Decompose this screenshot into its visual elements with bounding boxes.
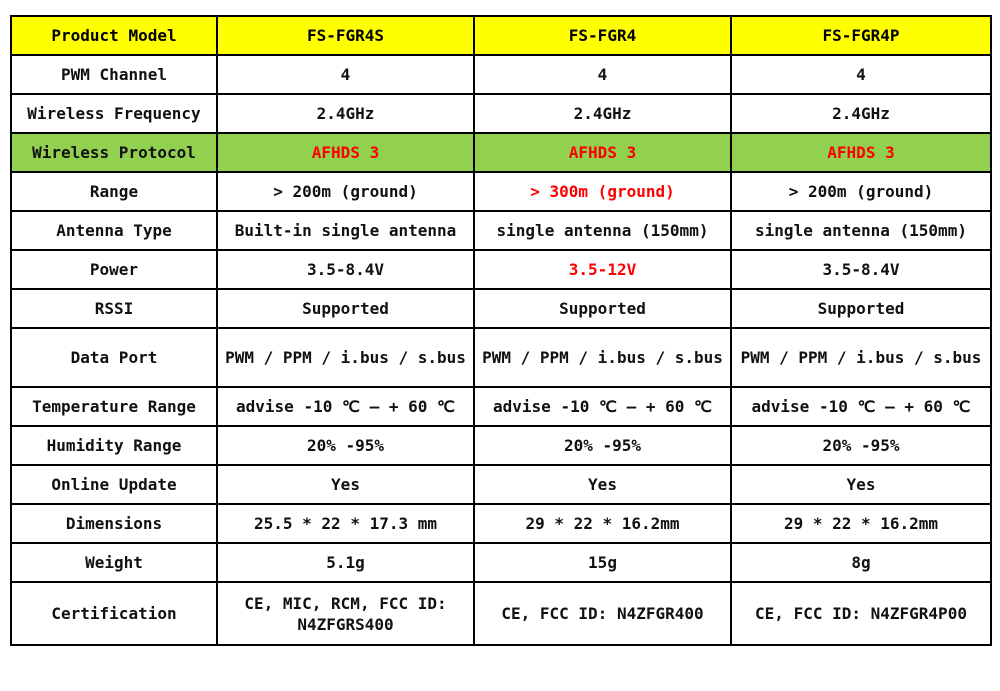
row-label: Wireless Protocol <box>11 133 217 172</box>
cell-value: single antenna (150mm) <box>731 211 991 250</box>
row-weight <box>11 543 991 582</box>
cell-value: AFHDS 3 <box>731 133 991 172</box>
cell-value: 29 * 22 * 16.2mm <box>731 504 991 543</box>
cell-value: 20% -95% <box>731 426 991 465</box>
cell-value: 4 <box>731 55 991 94</box>
row-rssi <box>11 289 991 328</box>
row-label: Certification <box>11 582 217 645</box>
header-model-fs-fgr4: FS-FGR4 <box>474 16 731 55</box>
row-online-update <box>11 465 991 504</box>
row-antenna-type <box>11 211 991 250</box>
cell-value: CE, MIC, RCM, FCC ID: N4ZFGRS400 <box>217 582 474 645</box>
row-label: Weight <box>11 543 217 582</box>
row-label: Antenna Type <box>11 211 217 250</box>
cell-value: AFHDS 3 <box>474 133 731 172</box>
row-wireless-frequency <box>11 94 991 133</box>
cell-value: 3.5-8.4V <box>217 250 474 289</box>
row-label: Data Port <box>11 328 217 387</box>
cell-value: 20% -95% <box>217 426 474 465</box>
row-certification <box>11 582 991 645</box>
cell-value: 3.5-12V <box>474 250 731 289</box>
spec-table-container <box>10 15 990 646</box>
cell-value: 15g <box>474 543 731 582</box>
row-label: Wireless Frequency <box>11 94 217 133</box>
row-wireless-protocol <box>11 133 991 172</box>
cell-value: 4 <box>217 55 474 94</box>
cell-value: PWM / PPM / i.bus / s.bus <box>474 328 731 387</box>
cell-value: Yes <box>731 465 991 504</box>
cell-value: advise -10 ℃ — + 60 ℃ <box>474 387 731 426</box>
cell-value: 20% -95% <box>474 426 731 465</box>
cell-value: advise -10 ℃ — + 60 ℃ <box>731 387 991 426</box>
row-power <box>11 250 991 289</box>
cell-value: Built-in single antenna <box>217 211 474 250</box>
row-data-port <box>11 328 991 387</box>
row-label: Dimensions <box>11 504 217 543</box>
header-label: Product Model <box>11 16 217 55</box>
cell-value: PWM / PPM / i.bus / s.bus <box>731 328 991 387</box>
row-label: Humidity Range <box>11 426 217 465</box>
cell-value: CE, FCC ID: N4ZFGR4P00 <box>731 582 991 645</box>
cell-value: CE, FCC ID: N4ZFGR400 <box>474 582 731 645</box>
header-model-fs-fgr4s: FS-FGR4S <box>217 16 474 55</box>
row-label: PWM Channel <box>11 55 217 94</box>
cell-value: 2.4GHz <box>217 94 474 133</box>
cell-value: 3.5-8.4V <box>731 250 991 289</box>
row-label: Online Update <box>11 465 217 504</box>
spec-comparison-table <box>10 15 992 646</box>
cell-value: 5.1g <box>217 543 474 582</box>
cell-value: Yes <box>217 465 474 504</box>
row-range <box>11 172 991 211</box>
cell-value: Supported <box>731 289 991 328</box>
cell-value: 4 <box>474 55 731 94</box>
cell-value: > 300m (ground) <box>474 172 731 211</box>
header-row <box>11 16 991 55</box>
cell-value: Yes <box>474 465 731 504</box>
cell-value: advise -10 ℃ — + 60 ℃ <box>217 387 474 426</box>
cell-value: Supported <box>474 289 731 328</box>
row-dimensions <box>11 504 991 543</box>
row-humidity-range <box>11 426 991 465</box>
row-label: Power <box>11 250 217 289</box>
header-model-fs-fgr4p: FS-FGR4P <box>731 16 991 55</box>
row-pwm-channel <box>11 55 991 94</box>
cell-value: 29 * 22 * 16.2mm <box>474 504 731 543</box>
cell-value: 2.4GHz <box>474 94 731 133</box>
cell-value: > 200m (ground) <box>731 172 991 211</box>
cell-value: PWM / PPM / i.bus / s.bus <box>217 328 474 387</box>
row-label: RSSI <box>11 289 217 328</box>
cell-value: single antenna (150mm) <box>474 211 731 250</box>
cell-value: Supported <box>217 289 474 328</box>
cell-value: AFHDS 3 <box>217 133 474 172</box>
row-temperature-range <box>11 387 991 426</box>
cell-value: 8g <box>731 543 991 582</box>
cell-value: 2.4GHz <box>731 94 991 133</box>
cell-value: 25.5 * 22 * 17.3 mm <box>217 504 474 543</box>
row-label: Range <box>11 172 217 211</box>
cell-value: > 200m (ground) <box>217 172 474 211</box>
row-label: Temperature Range <box>11 387 217 426</box>
